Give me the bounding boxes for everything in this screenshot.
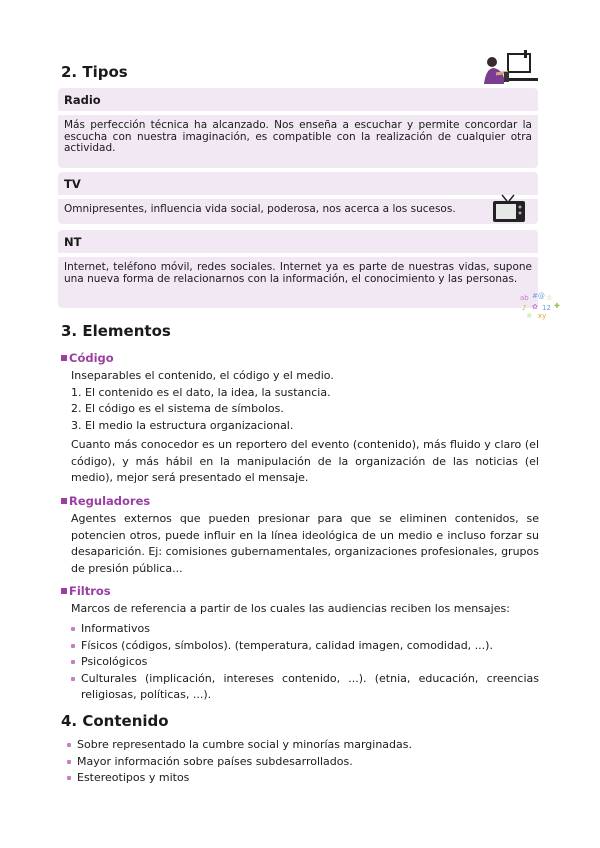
svg-text:xy: xy <box>538 312 547 320</box>
person-computer-icon <box>480 48 540 88</box>
codigo-paragraph: Cuanto más conocedor es un reportero del evento (contenido), más fluido y claro (el código), y más hábil en la manipulación de la organización de las noticias (el medio), mejor será presentado el mensaje. <box>71 438 539 484</box>
subheading-filtros <box>61 584 111 598</box>
svg-text:✚: ✚ <box>554 302 560 310</box>
svg-text:♪: ♪ <box>522 304 527 312</box>
reguladores-paragraph: Agentes externos que pueden presionar para que se eliminen contenidos, se potencien otros, puede influir en la línea ideológica de un medio e incluso forzar su desaparición. Ej: comisiones gubernamentales, organizaciones profesionales, grupos de presión pública... <box>71 512 539 575</box>
filtros-list <box>71 621 539 704</box>
tv-text: Omnipresentes, influencia vida social, poderosa, nos acerca a los sucesos. <box>64 203 456 215</box>
radio-heading: Radio <box>64 93 101 107</box>
section-title-elementos: 3. Elementos <box>61 322 171 340</box>
codigo-line: 3. El medio la estructura organizacional. <box>71 418 294 432</box>
tv-icon <box>492 194 526 224</box>
codigo-line: 1. El contenido es el dato, la idea, la sustancia. <box>71 385 331 399</box>
contenido-list <box>67 737 539 787</box>
subheading-reguladores <box>61 494 150 508</box>
square-bullet-icon <box>61 498 67 504</box>
list-item: Mayor información sobre países subdesarrollados. <box>67 754 539 771</box>
filtros-intro: Marcos de referencia a partir de los cuales las audiencias reciben los mensajes: <box>71 602 510 615</box>
subheading-codigo <box>61 351 114 365</box>
subheading-reguladores-label: Reguladores <box>69 494 151 508</box>
codigo-line: Inseparables el contenido, el código y el medio. <box>71 369 334 382</box>
nt-text: Internet, teléfono móvil, redes sociales. Internet ya es parte de nuestras vidas, supone una nueva forma de relacionarnos con la información, el conocimiento y las personas. <box>64 261 532 285</box>
codigo-lines <box>71 368 539 487</box>
list-item: Sobre representado la cumbre social y minorías marginadas. <box>67 737 539 754</box>
tv-box <box>58 172 538 224</box>
list-item: Informativos <box>71 621 539 638</box>
svg-text:✿: ✿ <box>532 303 538 311</box>
section-title-tipos: 2. Tipos <box>61 63 128 81</box>
codigo-line: 2. El código es el sistema de símbolos. <box>71 402 284 415</box>
svg-text:#@: #@ <box>532 292 545 300</box>
subheading-codigo-label: Código <box>69 351 114 365</box>
svg-text:12: 12 <box>542 304 551 312</box>
radio-box <box>58 88 538 168</box>
list-item: Culturales (implicación, intereses contenido, ...). (etnia, educación, creencias religiosas, políticas, ...). <box>71 671 539 704</box>
section-title-contenido: 4. Contenido <box>61 712 169 730</box>
tv-heading: TV <box>64 177 81 191</box>
svg-text:☼: ☼ <box>526 312 533 320</box>
list-item: Psicológicos <box>71 654 539 671</box>
subheading-filtros-label: Filtros <box>69 584 111 598</box>
svg-text:☆: ☆ <box>546 294 553 302</box>
square-bullet-icon <box>61 355 67 361</box>
square-bullet-icon <box>61 588 67 594</box>
radio-text: Más perfección técnica ha alcanzado. Nos enseña a escuchar y permite concordar la escucha con nuestra imaginación, es compatible con la realización de cualquier otra actividad. <box>64 119 532 154</box>
nt-heading: NT <box>64 235 82 249</box>
list-item: Estereotipos y mitos <box>67 770 539 787</box>
list-item: Físicos (códigos, símbolos). (temperatura, calidad imagen, comodidad, ...). <box>71 638 539 655</box>
nt-box <box>58 230 538 308</box>
symbols-cluster-icon <box>518 290 562 320</box>
svg-text:ab: ab <box>520 294 529 302</box>
